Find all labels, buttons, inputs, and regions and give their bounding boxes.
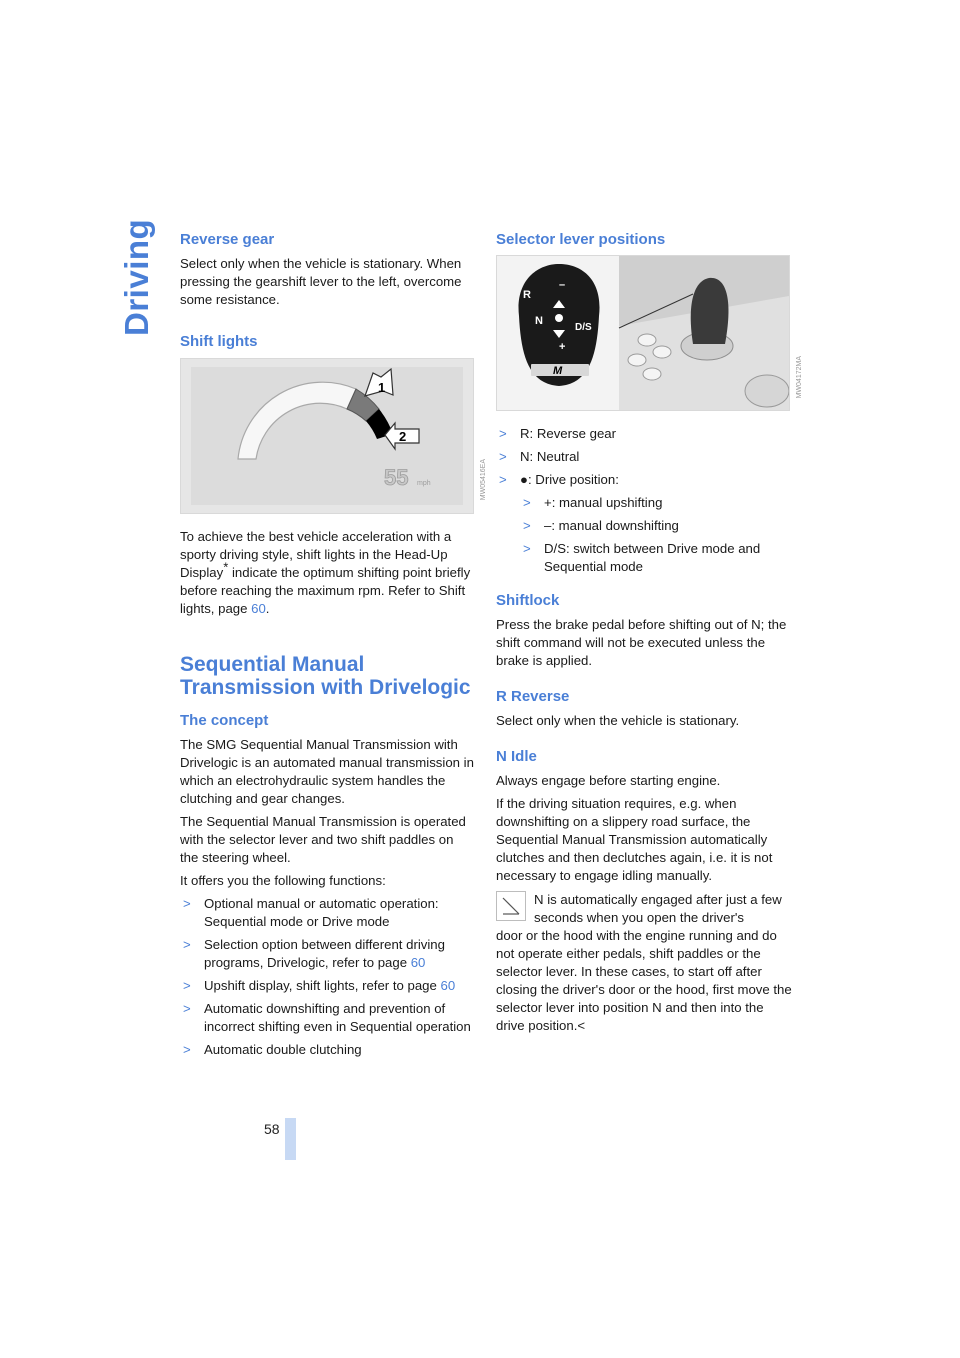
spacer: [496, 735, 792, 747]
knob-n-label: N: [535, 315, 543, 327]
caution-note: [496, 891, 792, 1035]
selector-lever-illustration: [497, 256, 789, 410]
page-link-60[interactable]: 60: [440, 978, 456, 993]
figure-watermark: MW05416EA: [480, 459, 487, 501]
shift-lights-illustration: [181, 359, 473, 513]
page-link-60[interactable]: 60: [251, 601, 266, 616]
list-item: > R: Reverse gear: [499, 426, 617, 441]
smg-heading: Sequential Manual Transmission with Drivelogic: [180, 653, 471, 699]
callout-2-label: 2: [399, 429, 407, 444]
knob-r-label: R: [523, 289, 531, 301]
n-idle-heading: N Idle: [496, 748, 537, 765]
drive-dot-icon: ●: [520, 472, 528, 487]
shiftlock-text: Press the brake pedal before shifting out of N; the shift command will not be executed unless the brake is applied.: [496, 617, 787, 668]
list-item: > Selection option between different driving programs, Drivelogic, refer to page 60: [183, 937, 445, 970]
function-list: [180, 895, 475, 1059]
knob-plus-label: +: [559, 341, 566, 353]
reverse-gear-text: Select only when the vehicle is stationary. When pressing the gearshift lever to the left, overcome some resistance.: [180, 256, 462, 307]
speed-readout: 55: [384, 465, 409, 490]
shift-lights-heading: Shift lights: [180, 333, 258, 350]
selector-sublist: [520, 494, 792, 576]
shift-lights-figure: [180, 358, 487, 514]
spacer: [180, 314, 475, 332]
knob-ds-label: D/S: [575, 322, 592, 333]
list-item: > Automatic double clutching: [183, 1042, 362, 1057]
shift-lights-text: To achieve the best vehicle acceleration with a sporty driving style, shift lights in the Head-Up Display* indicate the optimum shifting point briefly before reaching the maximum rpm. Refer to Shift lights, page 60.: [180, 529, 471, 616]
concept-heading: The concept: [180, 712, 269, 729]
note-text: door or the hood with the engine running and do not operate either pedals, shift paddles or the selector lever. In these cases, to start off after closing the driver's door or the hood, first move the selector lever into position N and then into the drive position.<: [496, 928, 792, 1033]
page-number: 58: [264, 1121, 280, 1137]
reverse-gear-heading: Reverse gear: [180, 231, 275, 248]
list-item: > ●: Drive position:: [499, 472, 619, 487]
list-item: > –: manual downshifting: [523, 518, 679, 533]
right-column: [496, 230, 803, 1040]
knob-minus-label: –: [559, 279, 566, 291]
concept-paragraph-3: It offers you the following functions:: [180, 873, 386, 888]
spacer: [180, 623, 475, 653]
page-marker-bar: [285, 1118, 296, 1160]
chapter-title: Driving: [118, 218, 155, 336]
callout-1-label: 1: [378, 380, 386, 395]
list-item: > D/S: switch between Drive mode and Sequential mode: [523, 541, 761, 574]
list-item: > Upshift display, shift lights, refer to page 60: [183, 978, 456, 993]
shiftlock-heading: Shiftlock: [496, 592, 560, 609]
list-item: > N: Neutral: [499, 449, 580, 464]
m-logo: M: [553, 365, 563, 377]
figure-watermark: MW04172MA: [796, 356, 803, 399]
speed-unit: mph: [417, 480, 431, 487]
list-item: > +: manual upshifting: [523, 495, 663, 510]
n-idle-text-2: If the driving situation requires, e.g. when downshifting on a slippery road surface, the Sequential Manual Transmission automatically clutches and then declutches again, i.e. it is not necessary to engage idling manually.: [496, 796, 773, 883]
selector-list: [496, 425, 792, 489]
spacer: [496, 581, 792, 591]
chapter-tab: [112, 218, 156, 338]
asterisk: *: [223, 559, 229, 575]
note-first-lines: N is automatically engaged after just a few seconds when you open the driver's: [534, 892, 782, 925]
r-reverse-text: Select only when the vehicle is stationary.: [496, 713, 740, 728]
concept-paragraph-2: The Sequential Manual Transmission is operated with the selector lever and two shift paddles on the steering wheel.: [180, 814, 466, 865]
selector-heading: Selector lever positions: [496, 231, 666, 248]
list-item: > Automatic downshifting and prevention of incorrect shifting even in Sequential operation: [183, 1001, 471, 1034]
note-icon: [496, 891, 526, 921]
left-column: [180, 230, 487, 1064]
r-reverse-heading: R Reverse: [496, 688, 570, 705]
concept-paragraph-1: The SMG Sequential Manual Transmission with Drivelogic is an automated manual transmission in which an electrohydraulic system handles the clutching and gear changes.: [180, 737, 474, 806]
n-idle-text-1: Always engage before starting engine.: [496, 773, 721, 788]
selector-lever-figure: [496, 255, 803, 411]
page-link-60[interactable]: 60: [410, 955, 426, 970]
end-mark: <: [577, 1018, 586, 1033]
list-item: > Optional manual or automatic operation: Sequential mode or Drive mode: [183, 896, 439, 929]
spacer: [496, 675, 792, 687]
